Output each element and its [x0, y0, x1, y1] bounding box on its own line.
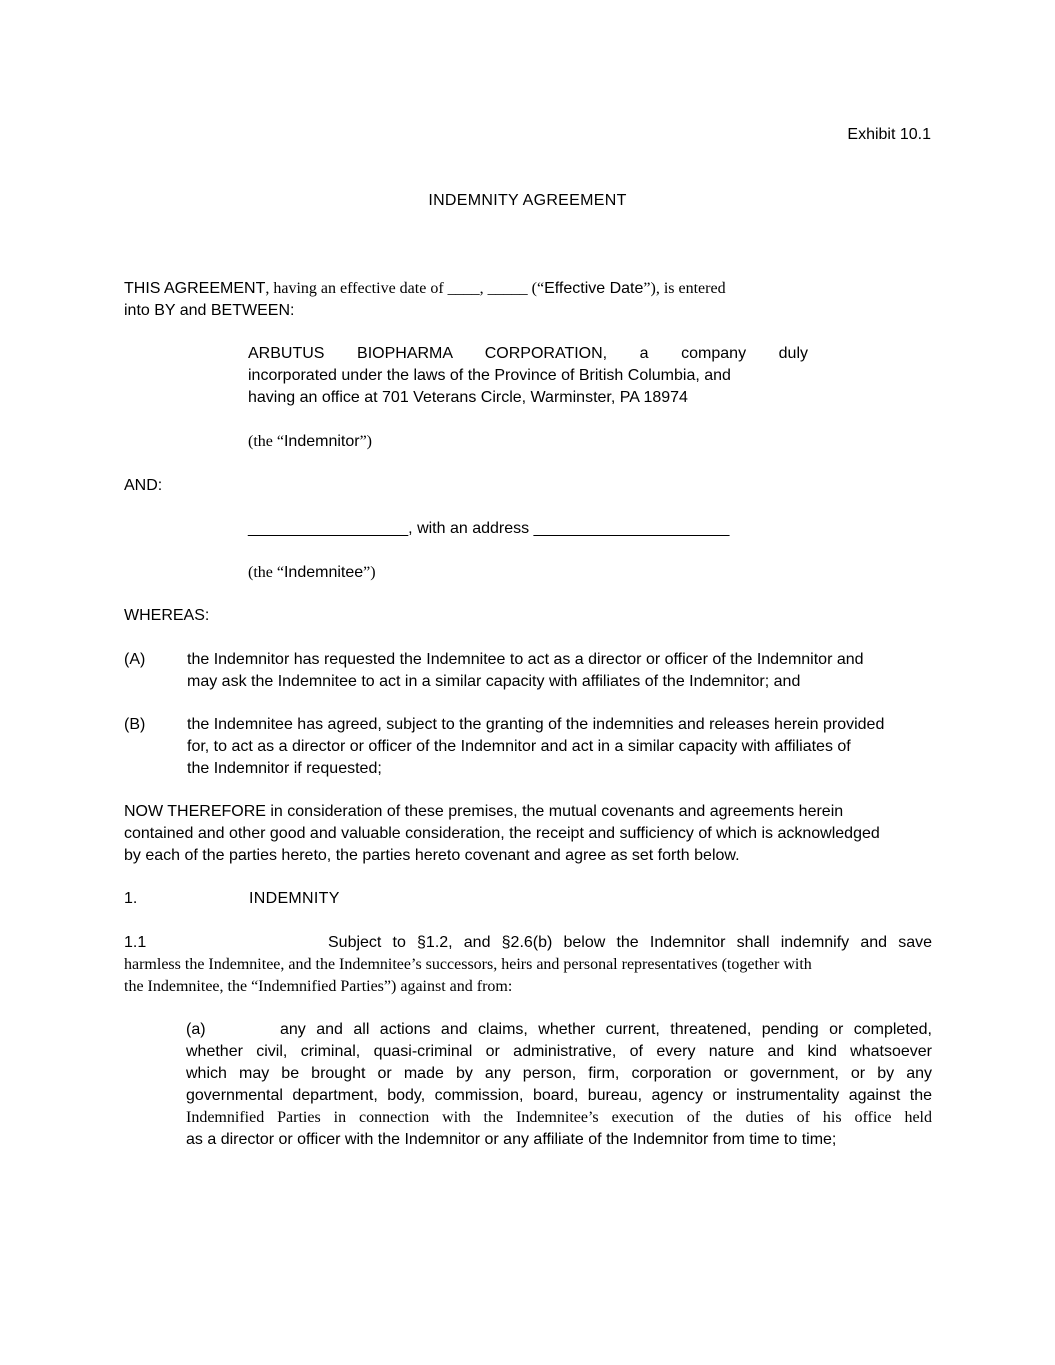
- indemnitor-party-block: [248, 343, 808, 409]
- clause-a-line-2: whether civil, criminal, quasi-criminal or administrative, of every nature and kind whatsoever: [186, 1043, 932, 1060]
- document-title: INDEMNITY AGREEMENT: [428, 192, 627, 209]
- this-agreement-lead: THIS AGREEMENT: [124, 280, 266, 297]
- recital-b-line-3: the Indemnitor if requested;: [187, 760, 382, 777]
- clause-a-line-5: Indemnified Parties in connection with the Indemnitee’s execution of the duties of his office held: [186, 1109, 932, 1126]
- section-1-heading: INDEMNITY: [249, 890, 340, 907]
- recital-b: [124, 714, 932, 780]
- clause-a-line-1: any and all actions and claims, whether current, threatened, pending or completed,: [280, 1021, 932, 1038]
- section-1-number: 1.: [124, 890, 138, 907]
- recital-b-line-2: for, to act as a director or officer of the Indemnitor and act in a similar capacity with affiliates of: [187, 738, 851, 755]
- indemnitor-line-1: ARBUTUS BIOPHARMA CORPORATION, a company duly: [248, 345, 808, 362]
- indemnitee-role-suffix: ”): [363, 564, 376, 581]
- now-therefore-paragraph: [124, 801, 932, 867]
- indemnitee-role: [248, 562, 808, 584]
- opening-paragraph: [124, 278, 932, 322]
- opening-line-2: into BY and BETWEEN:: [124, 302, 295, 319]
- exhibit-label: Exhibit 10.1: [847, 126, 931, 143]
- clause-a-continuation: [186, 1041, 932, 1151]
- indemnitor-role-suffix: ”): [359, 433, 373, 450]
- recital-a-label: (A): [124, 651, 146, 668]
- clause-a-line-4: governmental department, body, commission, board, bureau, agency or instrumentality against the: [186, 1087, 932, 1104]
- clause-a-line-3: which may be brought or made by any person, firm, corporation or government, or by any: [186, 1065, 932, 1082]
- indemnitor-role-term: Indemnitor: [283, 433, 360, 450]
- indemnitee-party-line: __________________, with an address ______________________: [248, 520, 730, 537]
- clause-1-1-number: 1.1: [124, 934, 147, 951]
- recital-a-line-1: the Indemnitor has requested the Indemnitee to act as a director or officer of the Indemnitor and: [187, 651, 864, 668]
- clause-1-1-line-1: Subject to §1.2, and §2.6(b) below the Indemnitor shall indemnify and save: [328, 934, 932, 951]
- now-therefore-line-3: by each of the parties hereto, the parties hereto covenant and agree as set forth below.: [124, 847, 740, 864]
- opening-serif-text-a: , having an effective date of ____, _____ (“: [265, 280, 545, 297]
- now-therefore-line-2: contained and other good and valuable consideration, the receipt and sufficiency of which is acknowledged: [124, 825, 880, 842]
- opening-line-1: [124, 278, 932, 300]
- clause-1-1-line-3: the Indemnitee, the “Indemnified Parties”) against and from:: [124, 978, 513, 995]
- indemnitee-role-prefix: (the “: [248, 564, 284, 581]
- recital-a-line-2: may ask the Indemnitee to act in a similar capacity with affiliates of the Indemnitor; and: [187, 673, 801, 690]
- clause-a-label: (a): [186, 1021, 206, 1038]
- indemnitor-line-3: having an office at 701 Veterans Circle, Warminster, PA 18974: [248, 389, 688, 406]
- recital-b-line-1: the Indemnitee has agreed, subject to the granting of the indemnities and releases herein provided: [187, 716, 885, 733]
- and-label: AND:: [124, 477, 163, 494]
- effective-date-term: Effective Date: [544, 280, 644, 297]
- clause-1-1-line-2: harmless the Indemnitee, and the Indemnitee’s successors, heirs and personal representatives (together with: [124, 956, 812, 973]
- recital-a-text: [187, 649, 932, 693]
- recital-b-label: (B): [124, 716, 146, 733]
- indemnitee-role-term: Indemnitee: [283, 564, 364, 581]
- indemnitor-role-prefix: (the “: [248, 433, 284, 450]
- clause-1-1-continuation: [124, 954, 932, 998]
- recital-b-text: [187, 714, 932, 780]
- indemnitor-role: [248, 431, 808, 453]
- recital-a: [124, 649, 932, 693]
- indemnitor-line-2: incorporated under the laws of the Province of British Columbia, and: [248, 367, 731, 384]
- whereas-label: WHEREAS:: [124, 607, 210, 624]
- now-therefore-line-1: NOW THEREFORE in consideration of these premises, the mutual covenants and agreements herein: [124, 803, 844, 820]
- clause-a-line-6: as a director or officer with the Indemnitor or any affiliate of the Indemnitor from time to time;: [186, 1131, 837, 1148]
- opening-serif-text-b: ”), is entered: [643, 280, 726, 297]
